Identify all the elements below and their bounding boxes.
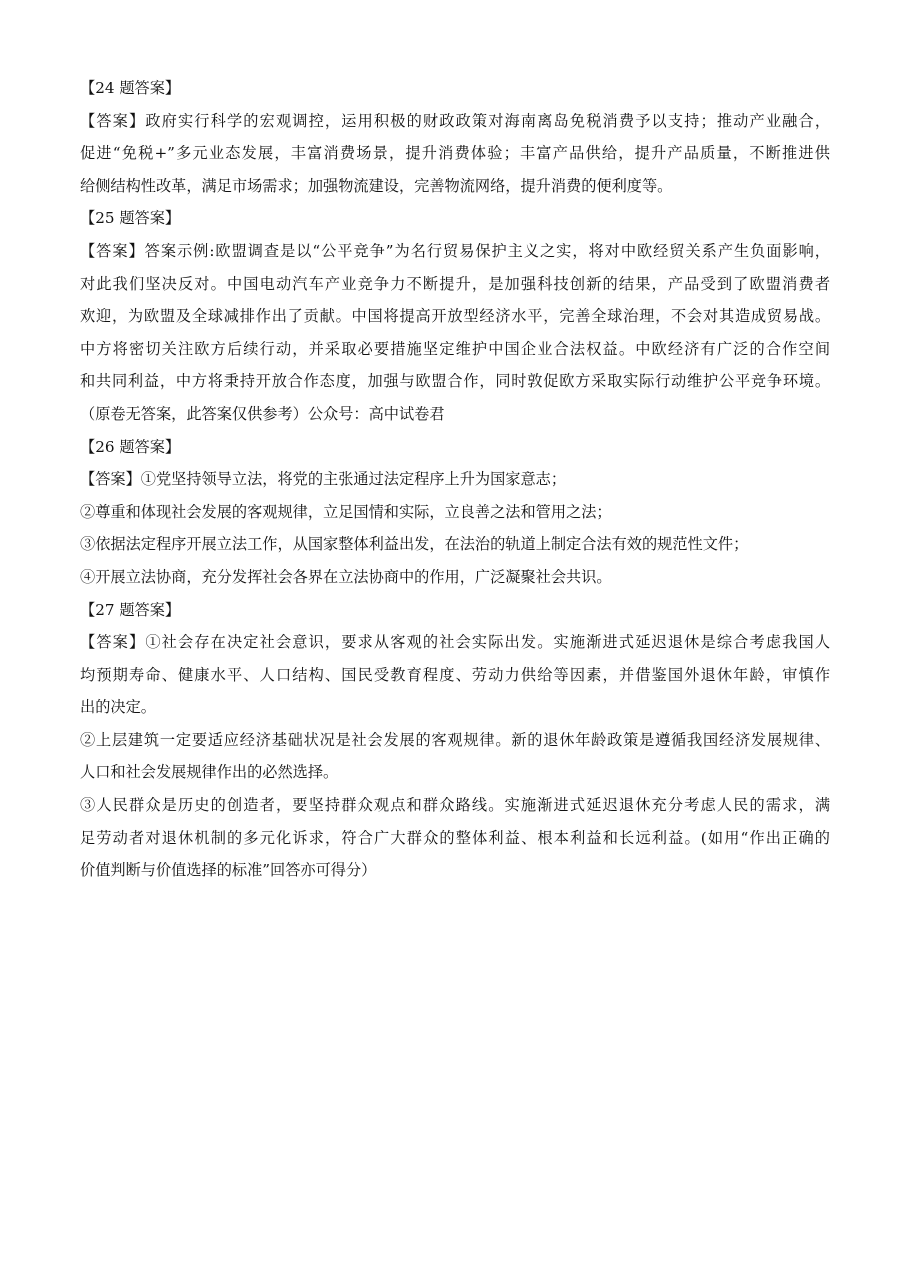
q26-answer-point-2: ②尊重和体现社会发展的客观规律，立足国情和实际，立良善之法和管用之法； xyxy=(80,502,612,521)
q26-answer-point-3: ③依据法定程序开展立法工作，从国家整体利益出发，在法治的轨道上制定合法有效的规范性文件； xyxy=(80,535,749,554)
heading-q25: 【25 题答案】 xyxy=(80,209,181,228)
q27-answer-line-1: 【答案】①社会存在决定社会意识，要求从客观的社会实际出发。实施渐进式延迟退休是综合考虑我国人 xyxy=(80,633,830,652)
q27-answer-line-4: ②上层建筑一定要适应经济基础状况是社会发展的客观规律。新的退休年龄政策是遵循我国经济发展规律、 xyxy=(80,730,830,749)
q24-answer-line-2: 促进“免税+”多元业态发展，丰富消费场景，提升消费体验；丰富产品供给，提升产品质量，不断推进供 xyxy=(80,144,830,163)
q25-answer-line-2: 对此我们坚决反对。中国电动汽车产业竞争力不断提升，是加强科技创新的结果，产品受到了欧盟消费者 xyxy=(80,274,830,293)
q25-answer-line-5: 和共同利益，中方将秉持开放合作态度，加强与欧盟合作，同时敦促欧方采取实际行动维护公平竞争环境。 xyxy=(80,372,830,391)
heading-q27: 【27 题答案】 xyxy=(80,600,181,619)
q27-answer-line-8: 价值判断与价值选择的标准”回答亦可得分） xyxy=(80,861,377,880)
q24-answer-line-1: 【答案】政府实行科学的宏观调控，运用积极的财政政策对海南离岛免税消费予以支持；推动产业融合， xyxy=(80,111,830,130)
q26-answer-point-1: 【答案】①党坚持领导立法，将党的主张通过法定程序上升为国家意志； xyxy=(80,470,566,489)
q27-answer-line-3: 出的决定。 xyxy=(80,698,156,717)
q24-answer-line-3: 给侧结构性改革，满足市场需求；加强物流建设，完善物流网络，提升消费的便利度等。 xyxy=(80,176,673,195)
q27-answer-line-6: ③人民群众是历史的创造者，要坚持群众观点和群众路线。实施渐进式延迟退休充分考虑人民的需求，满 xyxy=(80,796,830,815)
q27-answer-line-5: 人口和社会发展规律作出的必然选择。 xyxy=(80,763,339,782)
heading-q24: 【24 题答案】 xyxy=(80,79,181,97)
q25-answer-line-4: 中方将密切关注欧方后续行动，并采取必要措施坚定维护中国企业合法权益。中欧经济有广泛的合作空间 xyxy=(80,339,830,358)
answer-document xyxy=(80,72,830,887)
q26-answer-point-4: ④开展立法协商，充分发挥社会各界在立法协商中的作用，广泛凝聚社会共识。 xyxy=(80,567,612,586)
q25-answer-note: （原卷无答案，此答案仅供参考）公众号：高中试卷君 xyxy=(80,404,445,423)
q27-answer-line-2: 均预期寿命、健康水平、人口结构、国民受教育程度、劳动力供给等因素，并借鉴国外退休年龄，审慎作 xyxy=(80,665,830,684)
q25-answer-line-3: 欢迎，为欧盟及全球减排作出了贡献。中国将提高开放型经济水平，完善全球治理，不会对其造成贸易战。 xyxy=(80,307,830,326)
heading-q26: 【26 题答案】 xyxy=(80,437,181,456)
q25-answer-line-1: 【答案】答案示例:欧盟调查是以“公平竞争”为名行贸易保护主义之实，将对中欧经贸关系产生负面影响， xyxy=(80,241,830,260)
q27-answer-line-7: 足劳动者对退休机制的多元化诉求，符合广大群众的整体利益、根本利益和长远利益。(如用“作出正确的 xyxy=(80,828,830,847)
